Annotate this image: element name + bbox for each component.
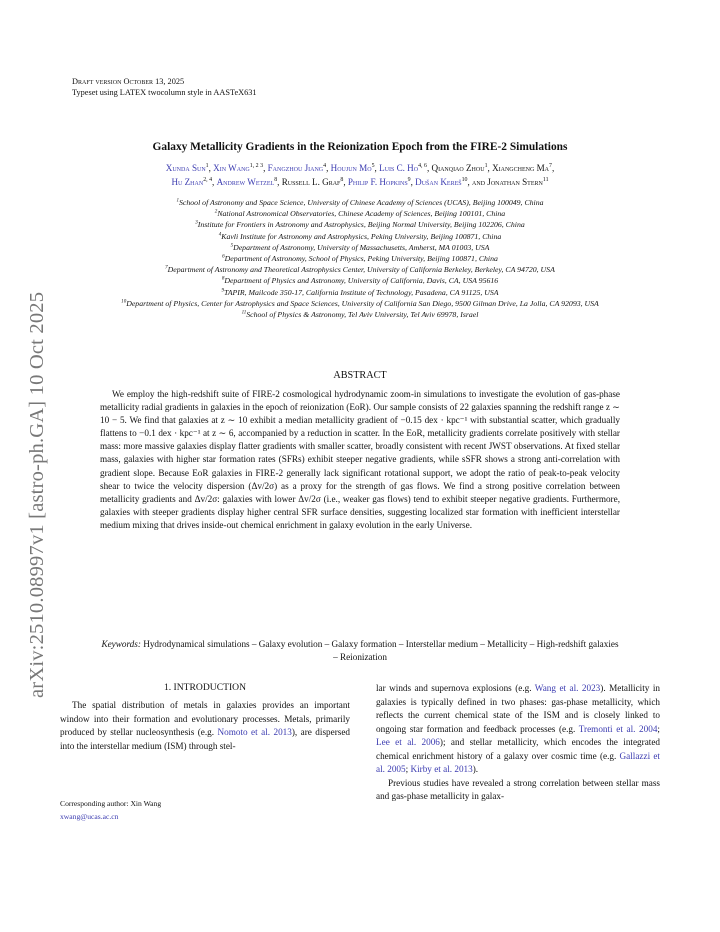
intro-text: ). Metallicity in galaxies is typically defined in two phases: gas-phase metallicity, which reflects the current chemical state of the ISM and is closely linked to ongoing star formation and feedback processes (e.g. [376,683,660,734]
affiliation [54,219,666,230]
author-name[interactable]: Xin Wang [213,163,250,173]
intro-paragraph: Previous studies have revealed a strong correlation between stellar mass and gas-phase metallicity in galax- [376,777,660,801]
author-affiliation-marker: 4 [323,162,327,169]
corresponding-author [60,798,350,823]
affiliation-list [54,197,666,320]
keywords [100,638,620,665]
affiliation [54,287,666,298]
author-affiliation-marker: 2, 4 [203,176,213,183]
affiliation-number: 9 [221,287,224,294]
author-affiliation-marker: 4, 6 [418,162,427,169]
intro-text: ; [405,764,411,774]
intro-column-1 [60,699,350,753]
affiliation-text: Department of Astronomy and Theoretical Astrophysics Center, University of California Berkeley, Berkeley, CA 94720, USA [167,265,555,275]
intro-text: The spatial distribution of metals in galaxies provides an important window into their formation and evolutionary processes. Metals, primarily produced by stellar nucleosynthesis (e.g. [60,700,350,737]
affiliation [54,231,666,242]
keywords-list: Hydrodynamical simulations – Galaxy evolution – Galaxy formation – Interstellar medium – Metallicity – High-redshift galaxies – Reionization [143,639,619,663]
affiliation [54,253,666,264]
draft-version-line: Draft version October 13, 2025 [72,77,185,86]
citation-link[interactable]: Nomoto et al. 2013 [217,727,292,737]
author-name[interactable]: Andrew Wetzel [216,176,275,187]
abstract-text: We employ the high-redshift suite of FIRE-2 cosmological hydrodynamic zoom-in simulations to investigate the evolution of gas-phase metallicity radial gradients in galaxies in the epoch of reionization (EoR). Our sample consists of 22 galaxies spanning the redshift range z ∼ 10 − 5. We find that galaxies at z ∼ 10 exhibit a median metallicity gradient of −0.15 dex · kpc⁻¹ with substantial scatter, which gradually flattens to −0.1 dex · kpc⁻¹ at z ∼ 6, accompanied by a reduction in scatter. In the EoR, metallicity gradients correlate positively with stellar mass: more massive galaxies display flatter gradients with smaller scatter, broadly consistent with recent JWST observations. At fixed stellar mass, galaxies with higher star formation rates (SFRs) exhibit steeper negative gradients, while sSFR shows a strong anti-correlation with gradient slope. Because EoR galaxies in FIRE-2 generally lack significant rotational support, we adopt the ratio of peak-to-peak velocity shear to twice the velocity dispersion (Δv/2σ) as a proxy for the strength of gas flows. We find a strong positive correlation between metallicity gradients and Δv/2σ: galaxies with lower Δv/2σ (i.e., weaker gas flows) tend to exhibit steeper negative gradients. Furthermore, galaxies with steeper gradients display higher central SFR surface densities, suggesting localized star formation with inefficient interstellar medium mixing that drives inside-out chemical enrichment in galaxy evolution in the early Universe. [100,389,620,530]
affiliation-number: 10 [121,298,127,305]
author-affiliation-marker: 8 [274,176,278,183]
author-name: and Jonathan Stern [472,176,543,187]
affiliation-text: Department of Astronomy, School of Physics, Peking University, Beijing 100871, China [224,254,498,264]
author-affiliation-marker: 11 [542,176,549,183]
author-affiliation-marker: 1, 2 3 [249,162,264,169]
affiliation-text: Department of Physics, Center for Astrophysics and Space Sciences, University of California San Diego, 9500 Gilman Drive, La Jolla, CA 92093, USA [126,298,599,308]
author-affiliation-marker: 7 [549,162,552,169]
author-name[interactable]: Luis C. Ho [379,163,419,173]
intro-text: ). [472,764,479,774]
author-name[interactable]: Houjun Mo [330,163,372,173]
intro-text: ), are dispersed into the interstellar medium (ISM) through stel- [60,727,350,751]
affiliation-text: TAPIR, Mailcode 350-17, California Institute of Technology, Pasadena, CA 91125, USA [224,287,499,297]
typeset-line: Typeset using LATEX twocolumn style in AASTeX631 [72,88,257,97]
intro-text: lar winds and supernova explosions (e.g. [376,683,535,693]
citation-link[interactable]: Wang et al. 2023 [534,683,601,693]
author-name: Qianqiao Zhou [431,163,485,173]
author-name[interactable]: Hu Zhan [171,176,204,187]
intro-text: ; [657,723,660,734]
author-email-link[interactable]: xwang@ucas.ac.cn [60,811,119,821]
affiliation-text: Department of Astronomy, University of Massachusetts, Amherst, MA 01003, USA [233,242,490,252]
keywords-label: Keywords: [101,639,141,649]
preprint-header [72,76,257,98]
affiliation [54,264,666,275]
affiliation-number: 8 [221,275,225,282]
author-name: Xiangcheng Ma [492,163,549,173]
affiliation-text: School of Astronomy and Space Science, University of Chinese Academy of Sciences (UCAS), Beijing 100049, China [179,198,544,207]
affiliation [54,242,666,253]
affiliation-text: School of Physics & Astronomy, Tel Aviv University, Tel Aviv 69978, Israel [246,310,479,320]
citation-link[interactable]: Lee et al. 2006 [376,737,440,747]
author-affiliation-marker: 9 [407,176,411,183]
paper-title: Galaxy Metallicity Gradients in the Reionization Epoch from the FIRE-2 Simulations [152,141,568,153]
affiliation [54,208,666,219]
affiliation-text: Kavli Institute for Astronomy and Astrophysics, Peking University, Beijing 100871, China [221,231,502,241]
affiliation-number: 5 [230,242,234,249]
author-name[interactable]: Philip F. Hopkins [347,176,408,187]
author-list: Xunda Sun$^1$, Xin Wang$^{1, 2 3}$, Fangzhou Jiang$^4$, Houjun Mo$^5$, Luis C. Ho$^{4, 6}$, Qianqiao Zhou$^1$, Xiangcheng Ma$^7$, Hu Zhan$^{2, 4}$, Andrew Wetzel$^8$, Russell L. Graf$^8$, Philip F. Hopkins$^9$, Dušan Kereš$^{10}$, and Jonathan Stern$^{11}$ [165,162,555,187]
affiliation-number: 1 [176,197,180,204]
author-affiliation-marker: 8 [340,176,344,183]
author-affiliation-marker: 10 [461,176,468,183]
affiliation [54,298,666,309]
affiliation-text: National Astronomical Observatories, Chinese Academy of Sciences, Beijing 100101, China [217,209,506,219]
affiliation [54,197,666,208]
citation-link[interactable]: Gallazzi et al. 2005 [376,750,660,774]
arxiv-identifier-stamp[interactable]: arXiv:2510.08997v1 [astro-ph.GA] 10 Oct 2025 [26,291,48,698]
author-affiliation-marker: 5 [371,162,375,169]
author-name[interactable]: Dušan Kereš [415,176,462,187]
affiliation [54,309,666,320]
author-name[interactable]: Fangzhou Jiang [267,163,324,173]
affiliation-text: Institute for Frontiers in Astronomy and Astrophysics, Beijing Normal University, Beijing 102206, China [197,220,525,230]
corresponding-author-label: Corresponding author: Xin Wang [60,799,162,808]
citation-link[interactable]: Tremonti et al. 2004 [578,723,658,734]
affiliation-number: 2 [214,208,218,215]
affiliation-number: 3 [195,219,198,226]
affiliation-number: 7 [165,264,168,271]
intro-column-2 [376,682,660,804]
intro-text: ); and stellar metallicity, which encodes the integrated chemical enrichment history of a galaxy over cosmic time (e.g. [376,737,660,761]
affiliation-number: 11 [241,309,247,316]
affiliation [54,275,666,286]
affiliation-number: 6 [222,253,225,260]
affiliation-text: Department of Physics and Astronomy, University of California, Davis, CA, USA 95616 [224,276,499,286]
intro-paragraph [376,682,660,777]
affiliation-number: 4 [218,231,222,238]
citation-link[interactable]: Kirby et al. 2013 [410,764,473,774]
introduction-heading: 1. INTRODUCTION [163,682,247,693]
author-name: Russell L. Graf [281,176,341,187]
author-affiliation-marker: 1 [484,162,488,169]
abstract-heading: ABSTRACT [333,370,387,381]
author-affiliation-marker: 1 [205,162,209,169]
author-name[interactable]: Xunda Sun [165,163,206,173]
